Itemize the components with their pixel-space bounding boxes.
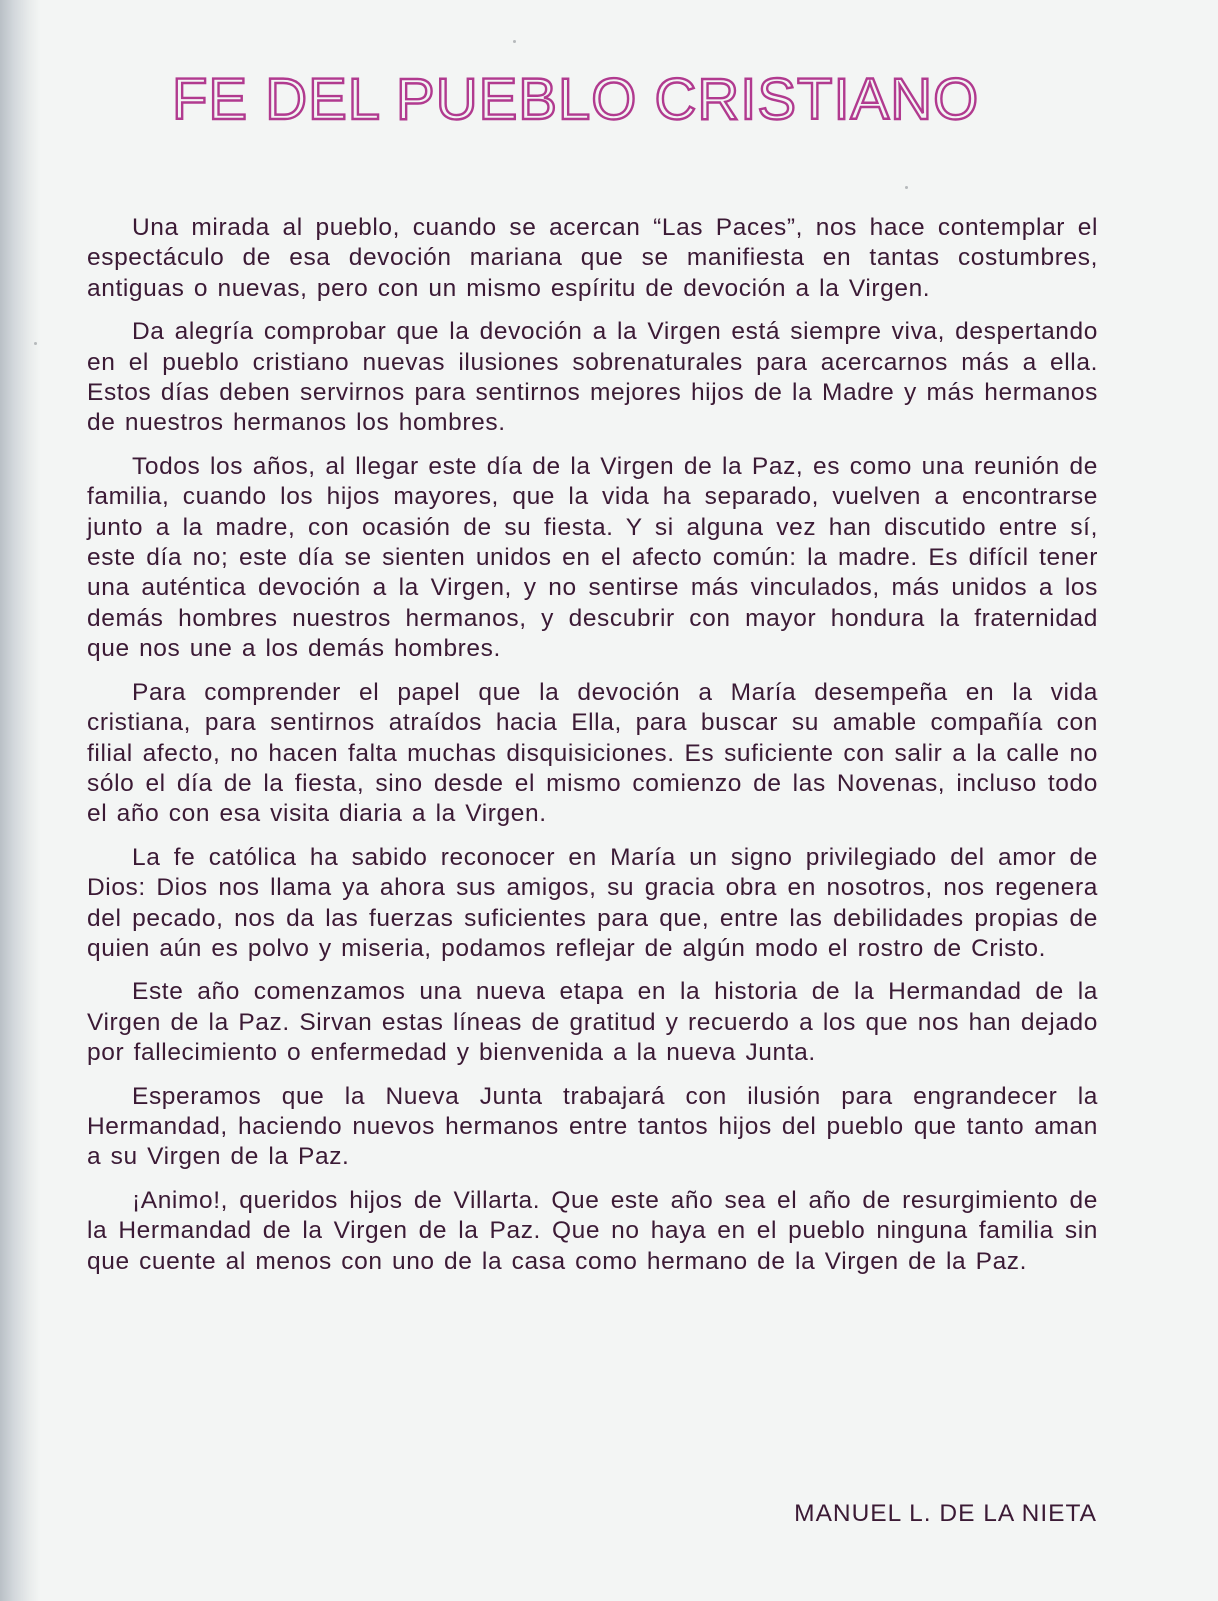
paragraph: Este año comenzamos una nueva etapa en la historia de la Hermandad de la Virgen de la Paz. Sirvan estas líneas de gratitud y recuerdo a los que nos han dejado por fallecimiento o enfermedad y bienvenida a la nueva Junta. (87, 978, 1098, 1067)
paragraph: Para comprender el papel que la devoción a María desempeña en la vida cristiana, para sentirnos atraídos hacia Ella, para buscar su amable compañía con filial afecto, no hacen falta muchas disquisiciones. Es suficiente con salir a la calle no sólo el día de la fiesta, sino desde el mismo comienzo de las Novenas, incluso todo el año con esa visita diaria a la Virgen. (87, 678, 1098, 828)
paragraph: La fe católica ha sabido reconocer en María un signo privilegiado del amor de Dios: Dios nos llama ya ahora sus amigos, su gracia obra en nosotros, nos regenera del pecado, nos da las fuerzas suficientes para que, entre las debilidades propias de quien aún es polvo y miseria, podamos reflejar de algún modo el rostro de Cristo. (87, 843, 1098, 962)
article-body (87, 213, 1098, 1290)
paragraph: Una mirada al pueblo, cuando se acercan “Las Paces”, nos hace contemplar el espectáculo de esa devoción mariana que se manifiesta en tantas costumbres, antiguas o nuevas, pero con un mismo espíritu de devoción a la Virgen. (87, 214, 1098, 302)
page-title: FE DEL PUEBLO CRISTIANO (172, 67, 980, 132)
paragraph: ¡Animo!, queridos hijos de Villarta. Que este año sea el año de resurgimiento de la Hermandad de la Virgen de la Paz. Que no haya en el pueblo ninguna familia sin que cuente al menos con uno de la casa como hermano de la Virgen de la Paz. (87, 1186, 1098, 1275)
paragraph: Da alegría comprobar que la devoción a la Virgen está siempre viva, despertando en el pueblo cristiano nuevas ilusiones sobrenaturales para acercarnos más a ella. Estos días deben servirnos para sentirnos mejores hijos de la Madre y más hermanos de nuestros hermanos los hombres. (87, 318, 1098, 437)
paragraph: Todos los años, al llegar este día de la Virgen de la Paz, es como una reunión de familia, cuando los hijos mayores, que la vida ha separado, vuelven a encontrarse junto a la madre, con ocasión de su fiesta. Y si alguna vez han discutido entre sí, este día no; este día se sienten unidos en el afecto común: la madre. Es difícil tener una auténtica devoción a la Virgen, y no sentirse más vinculados, más unidos a los demás hombres nuestros hermanos, y descubrir con mayor hondura la fraternidad que nos une a los demás hombres. (87, 452, 1098, 663)
scan-speck (905, 186, 908, 189)
scan-speck (34, 342, 37, 345)
author-signature: MANUEL L. DE LA NIETA (794, 1500, 1097, 1527)
paragraph: Esperamos que la Nueva Junta trabajará con ilusión para engrandecer la Hermandad, haciendo nuevos hermanos entre tantos hijos del pueblo que tanto aman a su Virgen de la Paz. (87, 1082, 1098, 1171)
page-edge-shadow (0, 0, 40, 1601)
scan-speck (513, 40, 516, 43)
